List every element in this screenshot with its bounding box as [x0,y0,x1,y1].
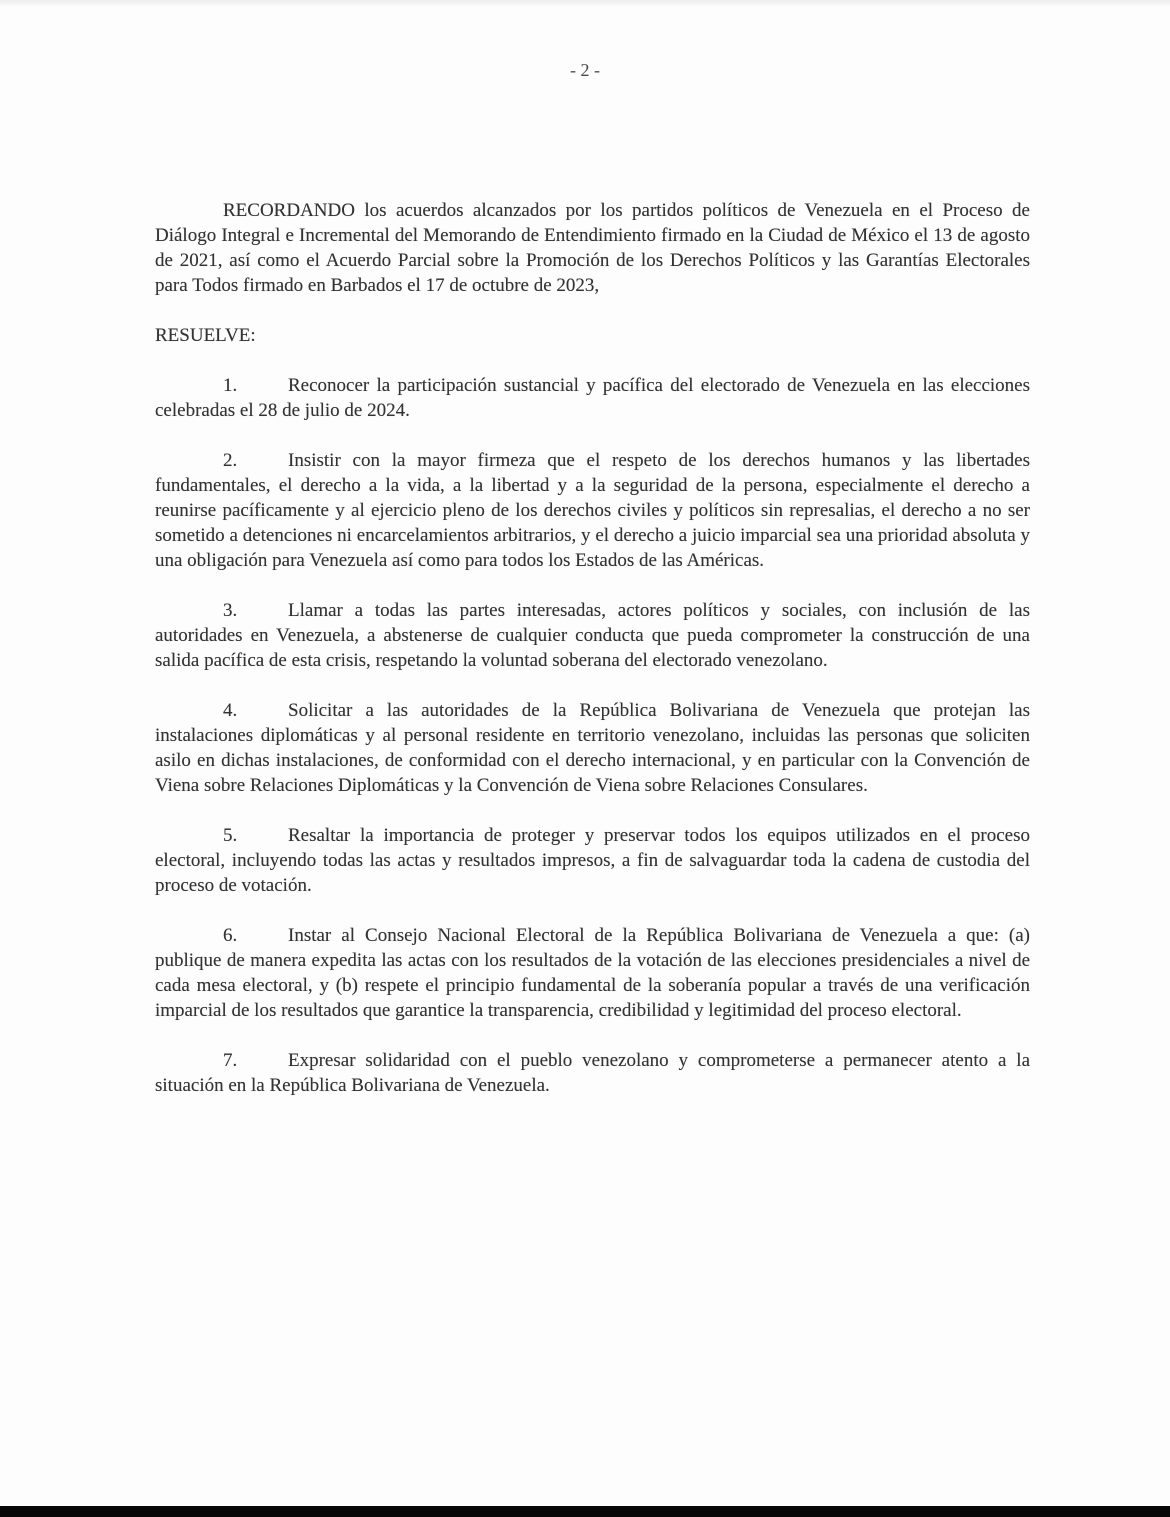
item-number: 1. [223,375,238,396]
resolution-item-2 [155,448,1030,573]
item-text: Instar al Consejo Nacional Electoral de la República Bolivariana de Venezuela a que: (a) publique de manera expedita las actas con los resultados de la votación de las elecciones presidenciales a nivel de cada mesa electoral, y (b) respete el principio fundamental de la soberanía popular a través de una verificación imparcial de los resultados que garantice la transparencia, credibilidad y legitimidad del proceso electoral. [155,925,1030,1021]
item-number: 4. [223,700,238,721]
document-content [0,82,1170,1098]
item-text: Llamar a todas las partes interesadas, actores políticos y sociales, con inclusión de las autoridades en Venezuela, a abstenerse de cualquier conducta que pueda comprometer la construcción de una salida pacífica de esta crisis, respetando la voluntad soberana del electorado venezolano. [155,600,1030,671]
item-number: 6. [223,925,238,946]
item-number: 3. [223,600,238,621]
resolution-item-7 [155,1048,1030,1098]
resolution-item-6 [155,923,1030,1023]
resuelve-heading: RESUELVE: [155,325,256,346]
item-text: Expresar solidaridad con el pueblo venezolano y comprometerse a permanecer atento a la situación en la República Bolivariana de Venezuela. [155,1050,1030,1096]
item-text: Resaltar la importancia de proteger y preservar todos los equipos utilizados en el proceso electoral, incluyendo todas las actas y resultados impresos, a fin de salvaguardar toda la cadena de custodia del proceso de votación. [155,825,1030,896]
item-text: Insistir con la mayor firmeza que el respeto de los derechos humanos y las libertades fundamentales, el derecho a la vida, a la libertad y a la seguridad de la persona, especialmente el derecho a reunirse pacíficamente y al ejercicio pleno de los derechos civiles y políticos sin represalias, el derecho a no ser sometido a detenciones ni encarcelamientos arbitrarios, y el derecho a juicio imparcial sea una prioridad absoluta y una obligación para Venezuela así como para todos los Estados de las Américas. [155,450,1030,571]
preamble-paragraph: RECORDANDO los acuerdos alcanzados por los partidos políticos de Venezuela en el Proceso de Diálogo Integral e Incremental del Memorando de Entendimiento firmado en la Ciudad de México el 13 de agosto de 2021, así como el Acuerdo Parcial sobre la Promoción de los Derechos Políticos y las Garantías Electorales para Todos firmado en Barbados el 17 de octubre de 2023, [155,200,1030,296]
resolution-item-5 [155,823,1030,898]
resolution-item-4 [155,698,1030,798]
resolution-item-3 [155,598,1030,673]
resolution-item-1 [155,373,1030,423]
scan-bottom-edge [0,1506,1170,1517]
item-number: 2. [223,450,238,471]
item-number: 7. [223,1050,238,1071]
page-number: - 2 - [570,60,600,80]
item-number: 5. [223,825,238,846]
item-text: Solicitar a las autoridades de la República Bolivariana de Venezuela que protejan las instalaciones diplomáticas y al personal residente en territorio venezolano, incluidas las personas que soliciten asilo en dichas instalaciones, de conformidad con el derecho internacional, y en particular con la Convención de Viena sobre Relaciones Diplomáticas y la Convención de Viena sobre Relaciones Consulares. [155,700,1030,796]
item-text: Reconocer la participación sustancial y pacífica del electorado de Venezuela en las elecciones celebradas el 28 de julio de 2024. [155,375,1030,421]
